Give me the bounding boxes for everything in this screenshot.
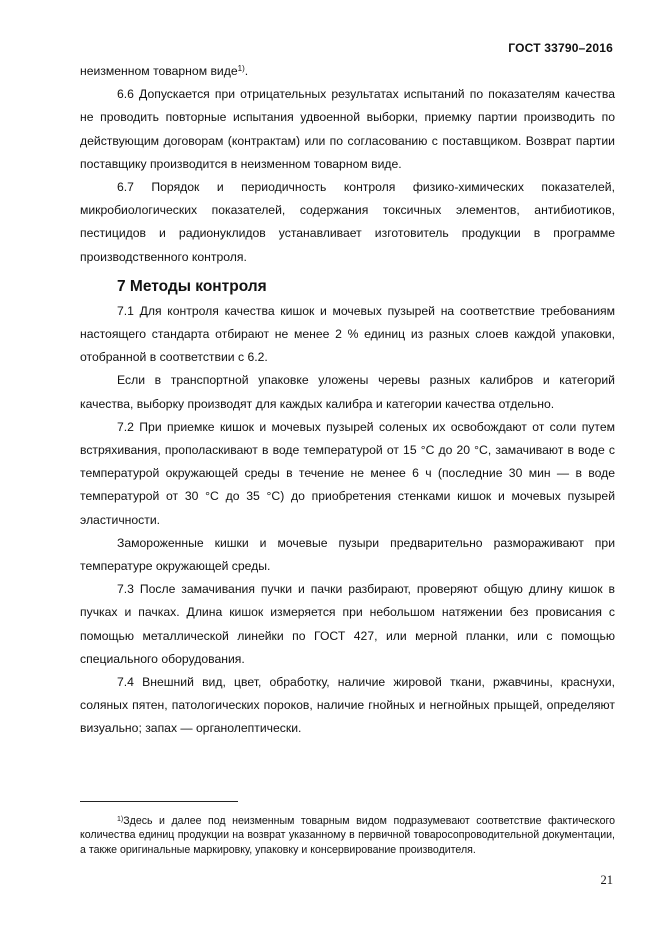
paragraph-7-1: 7.1 Для контроля качества кишок и мочевых пузырей на соответствие требованиям настоящего стандарта отбирают не менее 2 % единиц из разных слоев каждой упаковки, отобранной в соответствии с 6.2. (80, 303, 615, 365)
paragraph-7-4: 7.4 Внешний вид, цвет, обработку, наличие жировой ткани, ржавчины, краснухи, соляных пятен, патологических пороков, наличие гнойных и негнойных прыщей, определяют визуально; запах — органолептически. (80, 675, 615, 736)
footnote (80, 814, 615, 857)
paragraph-7-2-continued: Замороженные кишки и мочевые пузыри предварительно размораживают при температуре окружающей среды. (80, 535, 615, 574)
continuation-line (80, 60, 615, 83)
document-body (80, 60, 615, 741)
section-title: 7 Методы контроля (117, 277, 267, 295)
footnote-reference[interactable]: 1) (237, 64, 245, 73)
footnote-text: Здесь и далее под неизменным товарным видом подразумевают соответствие фактического количества единиц продукции на возврат указанному в первичной товаросопроводительной документации, а также оригинальные маркировку, упаковку и консервирование производителя. (80, 815, 615, 856)
paragraph-7-3: 7.3 После замачивания пучки и пачки разбирают, проверяют общую длину кишок в пучках и пачках. Длина кишок измеряется при небольшом натяжении без провисания с помощью металлической линейки по ГОСТ 427, или мерной планки, или с помощью специального оборудования. (80, 582, 615, 666)
footnote-separator (80, 801, 238, 802)
paragraph-6-7: 6.7 Порядок и периодичность контроля физико-химических показателей, микробиологических показателей, содержания токсичных элементов, антибиотиков, пестицидов и радионуклидов устанавливает изготовитель продукции в программе производственного контроля. (80, 180, 615, 264)
footnote-mark: 1) (117, 816, 124, 823)
standard-code-header: ГОСТ 33790–2016 (508, 41, 613, 55)
page-number: 21 (600, 873, 613, 887)
paragraph-7-1-continued: Если в транспортной упаковке уложены черевы разных калибров и категорий качества, выборку производят для каждых калибра и категории качества отдельно. (80, 373, 615, 411)
paragraph-6-6: 6.6 Допускается при отрицательных результатах испытаний по показателям качества не проводить повторные испытания удвоенной выборки, приемку партии производить по действующим договорам (контрактам) или по согласованию с поставщиком. Возврат партии поставщику производится в неизменном товарном виде. (80, 87, 615, 171)
continuation-text: неизменном товарном виде (80, 64, 238, 78)
paragraph-7-2: 7.2 При приемке кишок и мочевых пузырей соленых их освобождают от соли путем встряхивания, прополаскивают в воде температурой от 15 °С до 20 °С, замачивают в воде с температурой окружающей среды в течение не менее 6 ч (последние 30 мин — в воде температурой от 30 °С до 35 °С) до приобретения стенками кишок и мочевых пузырей эластичности. (80, 419, 615, 527)
continuation-end: . (244, 64, 249, 78)
